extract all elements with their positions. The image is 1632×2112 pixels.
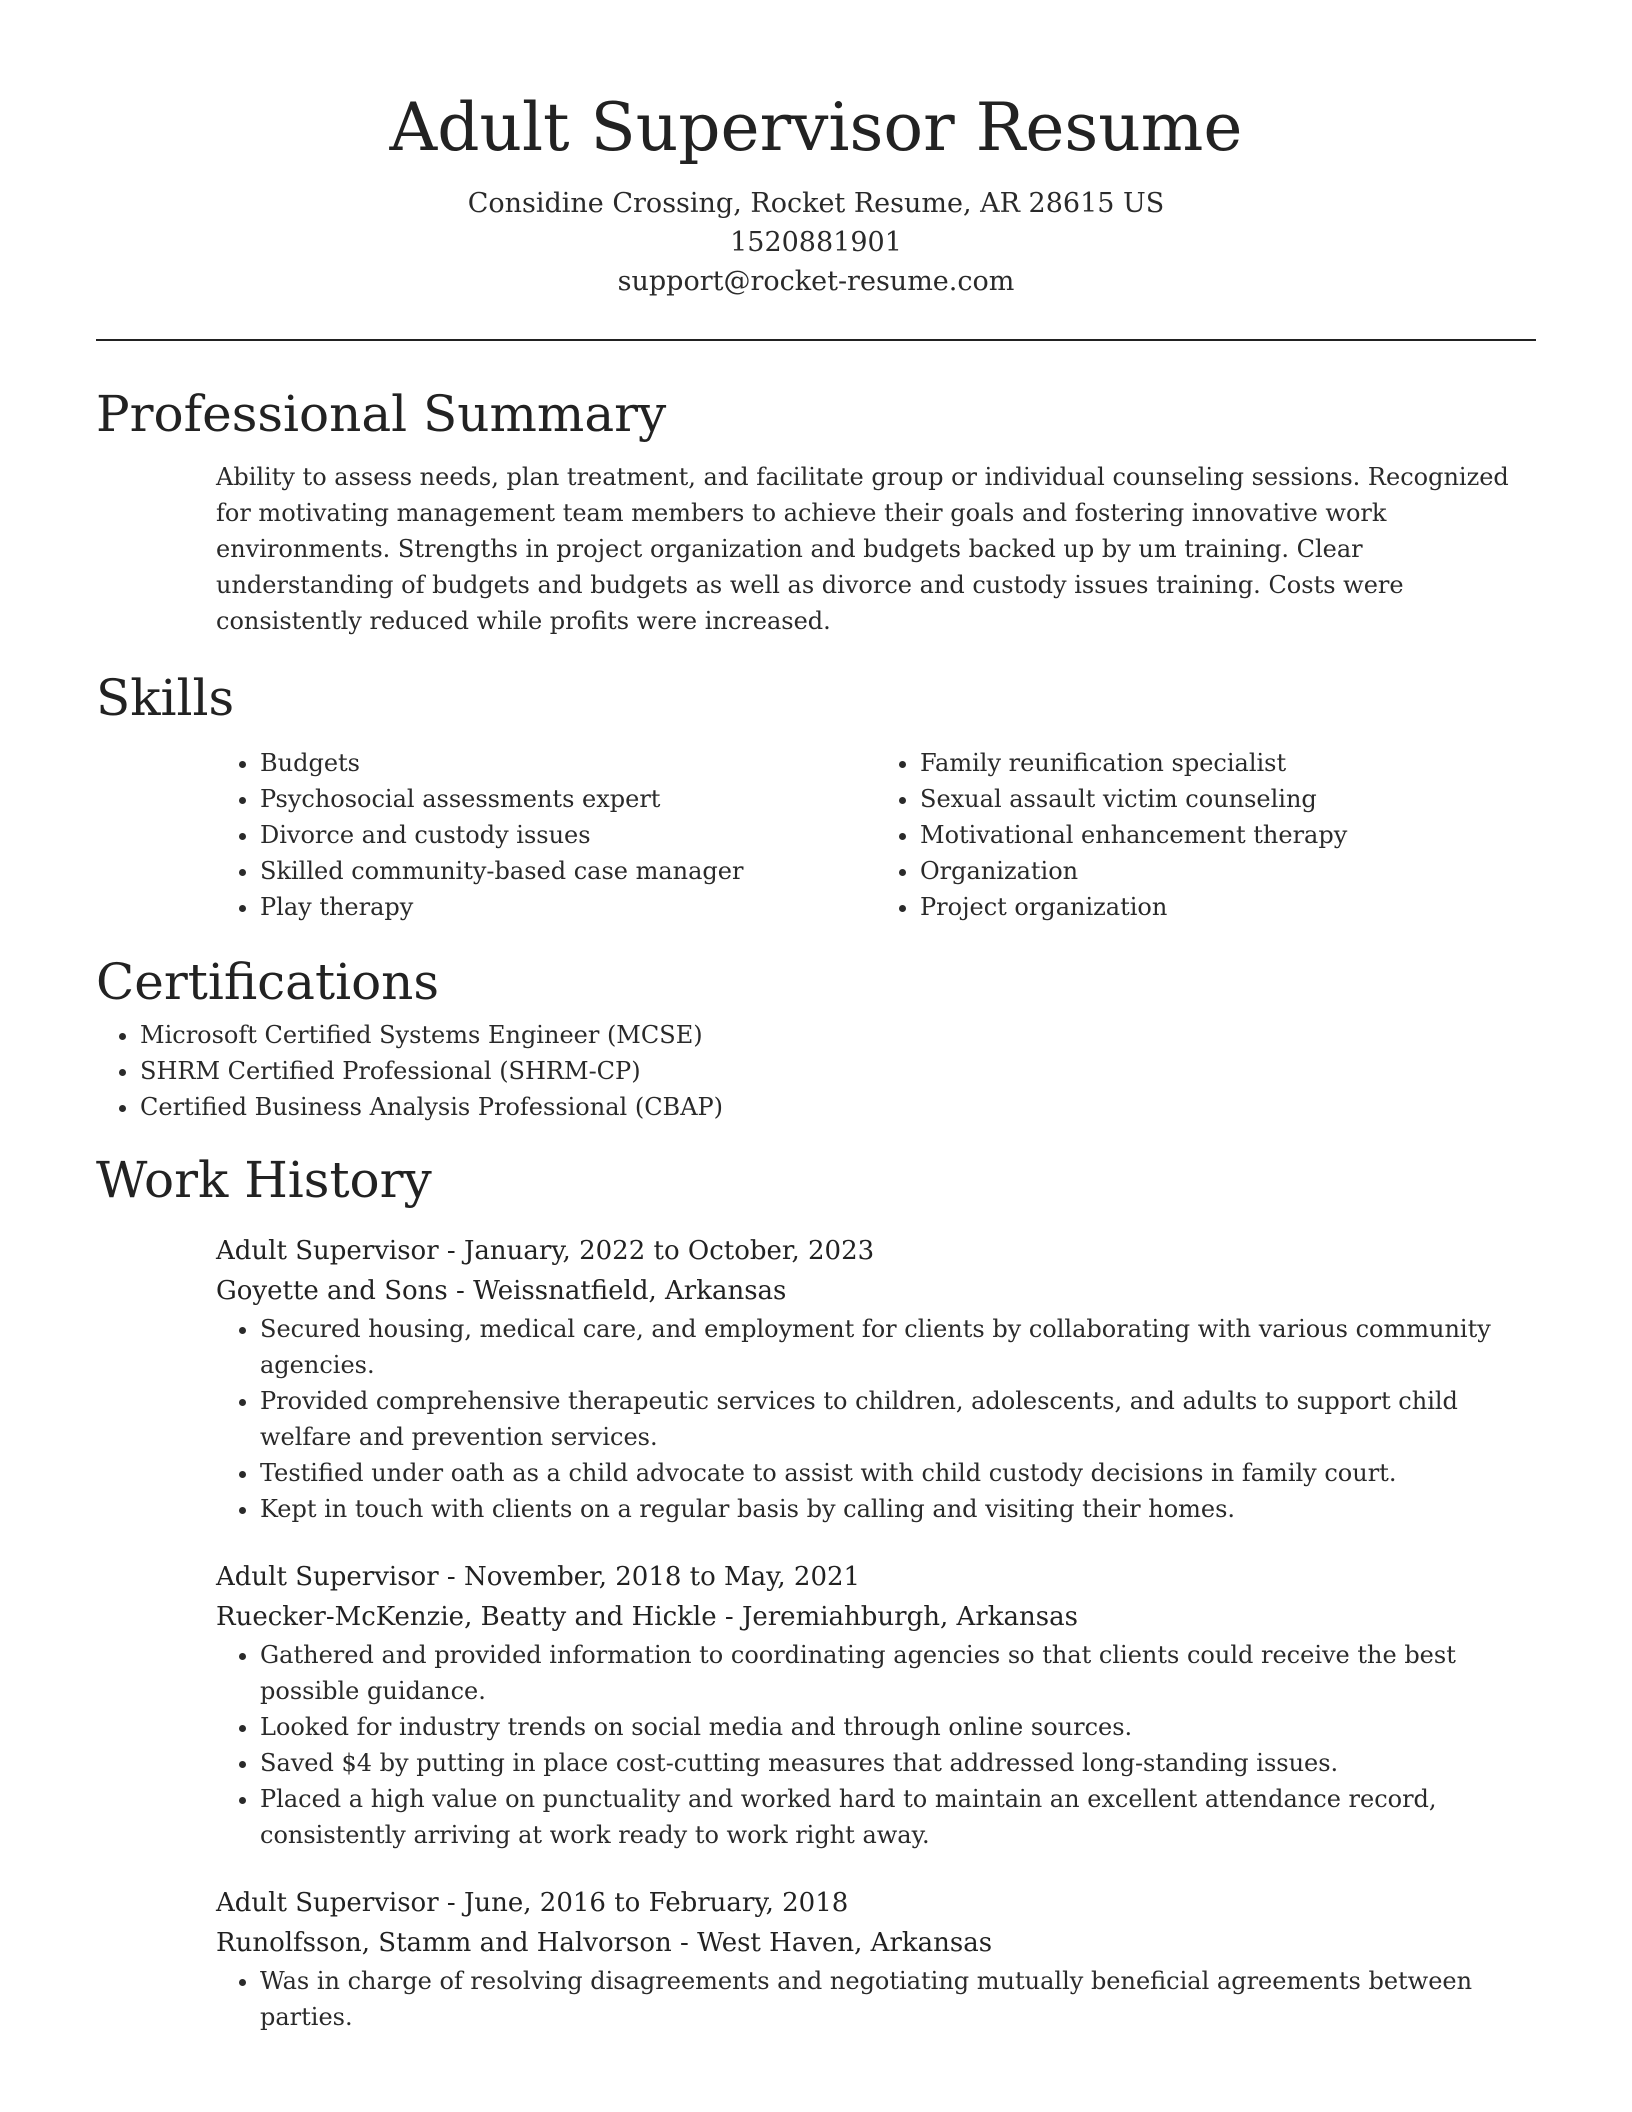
job-title-line: Adult Supervisor - January, 2022 to October, 2023 <box>216 1236 875 1266</box>
work-history-heading: Work History <box>96 1151 432 1209</box>
skills-columns <box>216 745 1536 925</box>
skill-item: • Motivational enhancement therapy <box>920 817 1536 853</box>
job-bullet: • Saved $4 by putting in place cost-cutting measures that addressed long-standing issues. <box>260 1745 1536 1781</box>
job-dates: June, 2016 to February, 2018 <box>463 1888 849 1918</box>
job-location: West Haven, Arkansas <box>697 1928 993 1958</box>
job-company: Ruecker-McKenzie, Beatty and Hickle <box>216 1602 717 1632</box>
job-dates: November, 2018 to May, 2021 <box>463 1562 861 1592</box>
job-bullets <box>216 1637 1536 1853</box>
job-bullet: • Was in charge of resolving disagreements and negotiating mutually beneficial agreements between parties. <box>260 1963 1536 2035</box>
job-bullet: • Gathered and provided information to coordinating agencies so that clients could receive the best possible guidance. <box>260 1637 1536 1709</box>
header-divider <box>96 339 1536 341</box>
job-title: Adult Supervisor <box>216 1562 439 1592</box>
job-company: Runolfsson, Stamm and Halvorson <box>216 1928 672 1958</box>
skill-item: • Play therapy <box>260 889 876 925</box>
job-title-line: Adult Supervisor - November, 2018 to May, 2021 <box>216 1562 861 1592</box>
job-location: Jeremiahburgh, Arkansas <box>741 1602 1078 1632</box>
skills-heading: Skills <box>96 669 235 727</box>
contact-info <box>96 184 1536 301</box>
skill-item: • Budgets <box>260 745 876 781</box>
skills-list-right <box>876 745 1536 925</box>
job-title: Adult Supervisor <box>216 1888 439 1918</box>
certification-item: • Certified Business Analysis Professional (CBAP) <box>140 1089 1536 1125</box>
summary-text: Ability to assess needs, plan treatment, and facilitate group or individual counseling sessions. Recognized for motivating management team members to achieve their goals and fostering innovative work environments. Strengths in project organization and budgets backed up by um training. Clear understanding of budgets and budgets as well as divorce and custody issues training. Costs were consistently reduced while profits were increased. <box>216 463 1509 635</box>
page-title: Adult Supervisor Resume <box>389 89 1243 166</box>
certifications-heading: Certifications <box>96 953 440 1011</box>
certifications-list <box>96 1017 1536 1125</box>
job-company-line: Goyette and Sons - Weissnatfield, Arkansas <box>216 1276 787 1306</box>
job-bullet: • Testified under oath as a child advocate to assist with child custody decisions in family court. <box>260 1455 1536 1491</box>
job-title-line: Adult Supervisor - June, 2016 to February, 2018 <box>216 1888 849 1918</box>
summary-heading: Professional Summary <box>96 385 667 443</box>
job-bullet: • Kept in touch with clients on a regular basis by calling and visiting their homes. <box>260 1491 1536 1527</box>
contact-phone: 1520881901 <box>730 227 902 258</box>
job-company-line: Runolfsson, Stamm and Halvorson - West Haven, Arkansas <box>216 1928 993 1958</box>
job-bullet: • Secured housing, medical care, and employment for clients by collaborating with various community agencies. <box>260 1311 1536 1383</box>
job-company-line: Ruecker-McKenzie, Beatty and Hickle - Jeremiahburgh, Arkansas <box>216 1602 1078 1632</box>
skill-item: • Organization <box>920 853 1536 889</box>
job-bullet: • Looked for industry trends on social media and through online sources. <box>260 1709 1536 1745</box>
certification-item: • SHRM Certified Professional (SHRM-CP) <box>140 1053 1536 1089</box>
resume-page <box>96 0 1536 2035</box>
job-bullet: • Placed a high value on punctuality and worked hard to maintain an excellent attendance record, consistently arriving at work ready to work right away. <box>260 1781 1536 1853</box>
resume-header <box>96 0 1536 301</box>
skills-list-left <box>216 745 876 925</box>
job-title: Adult Supervisor <box>216 1236 439 1266</box>
skill-item: • Sexual assault victim counseling <box>920 781 1536 817</box>
certification-item: • Microsoft Certified Systems Engineer (MCSE) <box>140 1017 1536 1053</box>
contact-address: Considine Crossing, Rocket Resume, AR 28615 US <box>467 188 1165 219</box>
job-entry <box>216 1557 1536 1853</box>
skill-item: • Family reunification specialist <box>920 745 1536 781</box>
skill-item: • Divorce and custody issues <box>260 817 876 853</box>
job-location: Weissnatfield, Arkansas <box>473 1276 787 1306</box>
skill-item: • Project organization <box>920 889 1536 925</box>
job-bullets <box>216 1311 1536 1527</box>
job-bullets <box>216 1963 1536 2035</box>
contact-email: support@rocket-resume.com <box>617 266 1015 297</box>
job-bullet: • Provided comprehensive therapeutic services to children, adolescents, and adults to support child welfare and prevention services. <box>260 1383 1536 1455</box>
skill-item: • Psychosocial assessments expert <box>260 781 876 817</box>
job-entry <box>216 1883 1536 2035</box>
job-dates: January, 2022 to October, 2023 <box>463 1236 875 1266</box>
skill-item: • Skilled community-based case manager <box>260 853 876 889</box>
job-entry <box>216 1231 1536 1527</box>
job-company: Goyette and Sons <box>216 1276 448 1306</box>
